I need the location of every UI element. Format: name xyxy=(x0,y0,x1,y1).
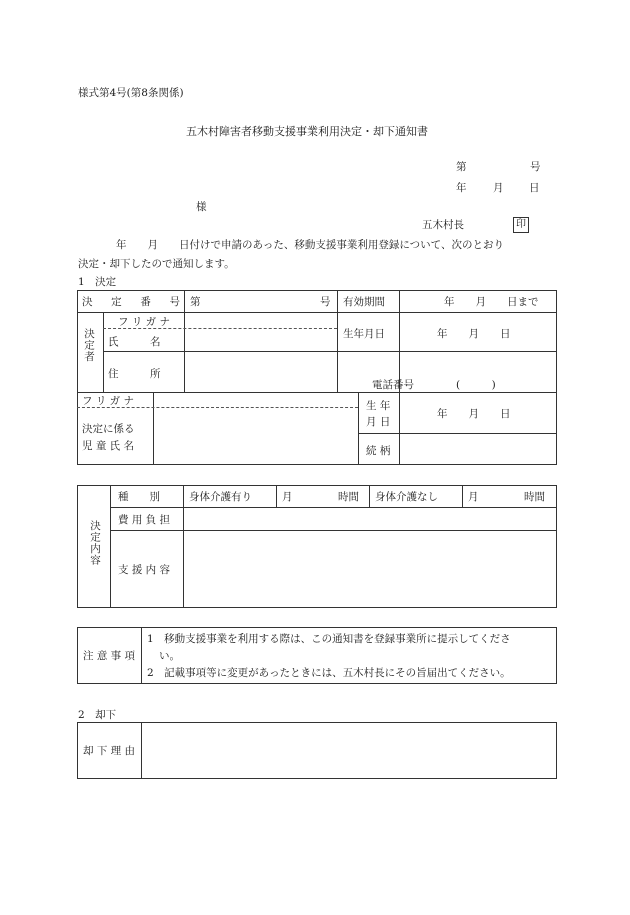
rejection-reason-label: 却 下 理 由 xyxy=(83,745,136,757)
notes-label: 注 意 事 項 xyxy=(83,650,136,662)
section-decision-heading: 1 決定 xyxy=(78,276,117,288)
addressee-suffix: 様 xyxy=(196,201,207,213)
doc-number-dai: 第 xyxy=(456,161,467,173)
with-physical-care-label: 身体介護有り xyxy=(189,491,252,503)
birth-date-value: 年 月 日 xyxy=(437,328,511,340)
decision-content-label: 決定内容 xyxy=(89,520,101,566)
validity-value: 年 月 日まで xyxy=(444,296,539,308)
cost-burden-label: 費 用 負 担 xyxy=(118,514,171,526)
phone-label: 電話番号 xyxy=(372,379,414,391)
child-birth-value: 年 月 日 xyxy=(437,408,511,420)
child-birth-label-2: 月 日 xyxy=(366,416,391,428)
relation-label: 続 柄 xyxy=(366,445,391,457)
decided-person-label: 決定者 xyxy=(83,328,95,363)
child-birth-label-1: 生 年 xyxy=(366,400,391,412)
birth-date-label: 生年月日 xyxy=(343,328,385,340)
document-title: 五木村障害者移動支援事業利用決定・却下通知書 xyxy=(186,125,428,138)
decision-number-dai: 第 xyxy=(190,296,201,308)
decision-number-label: 決 定 番 号 xyxy=(82,296,180,308)
issuer: 五木村長 xyxy=(422,219,464,231)
note-item-2: 2 記載事項等に変更があったときには、五木村長にその旨届出てください。 xyxy=(147,667,511,679)
without-physical-care-label: 身体介護なし xyxy=(375,491,438,503)
without-care-month: 月 xyxy=(468,491,479,503)
validity-label: 有効期間 xyxy=(343,296,385,308)
without-care-hours: 時間 xyxy=(524,491,545,503)
with-care-month: 月 xyxy=(282,491,293,503)
decision-number-go: 号 xyxy=(320,296,331,308)
note-item-1-continued: い。 xyxy=(159,650,180,662)
doc-date-day: 日 xyxy=(529,182,540,194)
child-furigana-label: フ リ ガ ナ xyxy=(82,395,135,407)
doc-number-go: 号 xyxy=(530,161,541,173)
form-number: 様式第4号(第8条関係) xyxy=(78,87,184,99)
child-name-label-2: 児 童 氏 名 xyxy=(82,440,135,452)
note-item-1: 1 移動支援事業を利用する際は、この通知書を登録事業所に提示してくださ xyxy=(147,633,511,645)
child-name-label-1: 決定に係る xyxy=(82,423,135,435)
body-text-line1: 年 月 日付けで申請のあった、移動支援事業利用登録について、次のとおり xyxy=(116,239,504,251)
furigana-label: フ リ ガ ナ xyxy=(118,316,171,328)
section-rejection-heading: 2 却下 xyxy=(78,709,117,721)
phone-parens: ( ) xyxy=(456,379,496,391)
type-label: 種 別 xyxy=(118,491,160,503)
seal-mark: 印 xyxy=(513,217,529,233)
name-label: 氏 名 xyxy=(108,336,161,348)
support-content-label: 支 援 内 容 xyxy=(118,564,171,576)
doc-date-month: 月 xyxy=(493,182,504,194)
address-label: 住 所 xyxy=(108,368,161,380)
body-text-line2: 決定・却下したので通知します。 xyxy=(78,258,235,270)
with-care-hours: 時間 xyxy=(338,491,359,503)
doc-date-year: 年 xyxy=(456,182,467,194)
